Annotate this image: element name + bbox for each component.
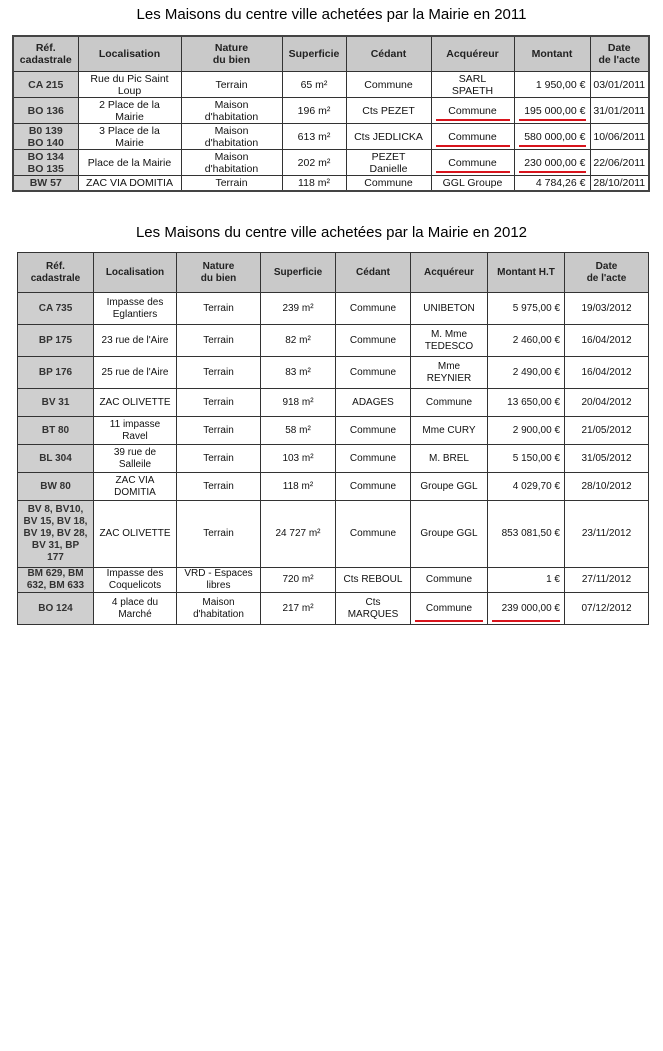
cell-superficie: 918 m² (261, 389, 336, 417)
cell-localisation: 25 rue de l'Aire (94, 357, 177, 389)
title-2011: Les Maisons du centre ville achetées par la Mairie en 2011 (136, 6, 527, 23)
table-row (13, 98, 649, 124)
cell-nature: Terrain (177, 445, 261, 473)
header-superficie: Superficie (282, 36, 346, 72)
cell-nature: Maison d'habitation (181, 150, 282, 176)
cell-montant: 239 000,00 € (488, 593, 565, 625)
header-nature: Nature du bien (177, 253, 261, 293)
cell-date: 19/03/2012 (565, 293, 649, 325)
cell-ref: B0 139 BO 140 (13, 124, 78, 150)
table-row (18, 293, 649, 325)
cell-cedant: Commune (336, 293, 411, 325)
cell-cedant: Commune (346, 72, 431, 98)
cell-localisation: ZAC VIA DOMITIA (94, 473, 177, 501)
table-2011 (12, 35, 650, 192)
table-row (18, 501, 649, 568)
cell-ref: CA 735 (18, 293, 94, 325)
cell-nature: Maison d'habitation (181, 124, 282, 150)
cell-montant: 1 950,00 € (514, 72, 590, 98)
cell-nature: Terrain (177, 357, 261, 389)
cell-acquereur: Commune (431, 124, 514, 150)
cell-superficie: 103 m² (261, 445, 336, 473)
cell-localisation: ZAC OLIVETTE (94, 389, 177, 417)
header-cedant: Cédant (336, 253, 411, 293)
cell-localisation: Place de la Mairie (78, 150, 181, 176)
cell-montant: 2 460,00 € (488, 325, 565, 357)
cell-montant: 2 490,00 € (488, 357, 565, 389)
cell-nature: Terrain (177, 389, 261, 417)
header-acquereur: Acquéreur (431, 36, 514, 72)
cell-localisation: Rue du Pic Saint Loup (78, 72, 181, 98)
cell-montant: 5 975,00 € (488, 293, 565, 325)
cell-date: 27/11/2012 (565, 568, 649, 593)
table-row (13, 150, 649, 176)
cell-superficie: 613 m² (282, 124, 346, 150)
cell-cedant: PEZET Danielle (346, 150, 431, 176)
cell-acquereur: Groupe GGL (411, 473, 488, 501)
cell-date: 07/12/2012 (565, 593, 649, 625)
cell-montant: 4 029,70 € (488, 473, 565, 501)
cell-ref: BO 136 (13, 98, 78, 124)
cell-acquereur: M. BREL (411, 445, 488, 473)
cell-date: 22/06/2011 (590, 150, 649, 176)
cell-montant: 853 081,50 € (488, 501, 565, 568)
cell-cedant: Commune (336, 357, 411, 389)
cell-nature: Maison d'habitation (177, 593, 261, 625)
header-ref: Réf. cadastrale (13, 36, 78, 72)
cell-localisation: 2 Place de la Mairie (78, 98, 181, 124)
header-ref: Réf. cadastrale (18, 253, 94, 293)
cell-cedant: Cts PEZET (346, 98, 431, 124)
table-row (18, 325, 649, 357)
cell-acquereur: Commune (411, 568, 488, 593)
cell-montant: 580 000,00 € (514, 124, 590, 150)
cell-montant: 230 000,00 € (514, 150, 590, 176)
cell-superficie: 118 m² (261, 473, 336, 501)
header-nature: Nature du bien (181, 36, 282, 72)
cell-superficie: 239 m² (261, 293, 336, 325)
cell-nature: Terrain (177, 325, 261, 357)
table-header-row (18, 253, 649, 293)
table-row (13, 176, 649, 192)
cell-superficie: 83 m² (261, 357, 336, 389)
cell-montant: 4 784,26 € (514, 176, 590, 192)
cell-cedant: Cts MARQUES (336, 593, 411, 625)
cell-nature: VRD - Espaces libres (177, 568, 261, 593)
cell-montant: 1 € (488, 568, 565, 593)
cell-cedant: Commune (336, 501, 411, 568)
cell-localisation: 23 rue de l'Aire (94, 325, 177, 357)
table-row (18, 593, 649, 625)
cell-localisation: ZAC OLIVETTE (94, 501, 177, 568)
table-row (18, 389, 649, 417)
cell-nature: Terrain (177, 473, 261, 501)
cell-acquereur: GGL Groupe (431, 176, 514, 192)
cell-date: 28/10/2011 (590, 176, 649, 192)
cell-localisation: Impasse des Eglantiers (94, 293, 177, 325)
cell-nature: Maison d'habitation (181, 98, 282, 124)
cell-superficie: 58 m² (261, 417, 336, 445)
cell-ref: BL 304 (18, 445, 94, 473)
header-acquereur: Acquéreur (411, 253, 488, 293)
cell-cedant: Commune (336, 473, 411, 501)
cell-nature: Terrain (177, 417, 261, 445)
header-superficie: Superficie (261, 253, 336, 293)
table-row (18, 417, 649, 445)
header-cedant: Cédant (346, 36, 431, 72)
cell-date: 20/04/2012 (565, 389, 649, 417)
cell-acquereur: UNIBETON (411, 293, 488, 325)
cell-cedant: ADAGES (336, 389, 411, 417)
cell-superficie: 118 m² (282, 176, 346, 192)
table-row (18, 473, 649, 501)
cell-acquereur: Mme CURY (411, 417, 488, 445)
title-2012: Les Maisons du centre ville achetées par la Mairie en 2012 (135, 224, 528, 241)
table-row (13, 124, 649, 150)
cell-ref: BO 124 (18, 593, 94, 625)
header-montant: Montant (514, 36, 590, 72)
cell-superficie: 196 m² (282, 98, 346, 124)
cell-acquereur: M. Mme TEDESCO (411, 325, 488, 357)
table-row (18, 445, 649, 473)
cell-ref: BV 8, BV10, BV 15, BV 18, BV 19, BV 28, BV 31, BP 177 (18, 501, 94, 568)
cell-cedant: Commune (336, 325, 411, 357)
cell-ref: BO 134 BO 135 (13, 150, 78, 176)
cell-acquereur: Commune (411, 593, 488, 625)
cell-ref: BP 175 (18, 325, 94, 357)
cell-nature: Terrain (177, 501, 261, 568)
cell-localisation: 11 impasse Ravel (94, 417, 177, 445)
cell-date: 23/11/2012 (565, 501, 649, 568)
cell-localisation: 3 Place de la Mairie (78, 124, 181, 150)
cell-cedant: Commune (346, 176, 431, 192)
cell-acquereur: Groupe GGL (411, 501, 488, 568)
cell-date: 21/05/2012 (565, 417, 649, 445)
cell-acquereur: Commune (411, 389, 488, 417)
header-date: Date de l'acte (590, 36, 649, 72)
cell-superficie: 202 m² (282, 150, 346, 176)
cell-ref: BT 80 (18, 417, 94, 445)
cell-cedant: Commune (336, 445, 411, 473)
table-row (18, 357, 649, 389)
cell-acquereur: Mme REYNIER (411, 357, 488, 389)
cell-montant: 5 150,00 € (488, 445, 565, 473)
cell-superficie: 217 m² (261, 593, 336, 625)
cell-localisation: Impasse des Coquelicots (94, 568, 177, 593)
cell-date: 16/04/2012 (565, 325, 649, 357)
cell-nature: Terrain (177, 293, 261, 325)
cell-date: 31/05/2012 (565, 445, 649, 473)
cell-nature: Terrain (181, 176, 282, 192)
cell-montant: 195 000,00 € (514, 98, 590, 124)
cell-date: 10/06/2011 (590, 124, 649, 150)
cell-date: 28/10/2012 (565, 473, 649, 501)
cell-date: 03/01/2011 (590, 72, 649, 98)
cell-superficie: 65 m² (282, 72, 346, 98)
cell-superficie: 82 m² (261, 325, 336, 357)
cell-cedant: Cts JEDLICKA (346, 124, 431, 150)
header-localisation: Localisation (78, 36, 181, 72)
cell-montant: 13 650,00 € (488, 389, 565, 417)
cell-ref: BM 629, BM 632, BM 633 (18, 568, 94, 593)
cell-cedant: Commune (336, 417, 411, 445)
cell-superficie: 24 727 m² (261, 501, 336, 568)
cell-acquereur: Commune (431, 150, 514, 176)
cell-superficie: 720 m² (261, 568, 336, 593)
cell-localisation: ZAC VIA DOMITIA (78, 176, 181, 192)
cell-date: 16/04/2012 (565, 357, 649, 389)
cell-cedant: Cts REBOUL (336, 568, 411, 593)
header-montant: Montant H.T (488, 253, 565, 293)
table-2012 (17, 252, 649, 625)
table-header-row (13, 36, 649, 72)
cell-ref: BW 80 (18, 473, 94, 501)
cell-nature: Terrain (181, 72, 282, 98)
cell-montant: 2 900,00 € (488, 417, 565, 445)
cell-date: 31/01/2011 (590, 98, 649, 124)
cell-localisation: 39 rue de Salleile (94, 445, 177, 473)
cell-ref: BP 176 (18, 357, 94, 389)
cell-acquereur: SARL SPAETH (431, 72, 514, 98)
cell-ref: BV 31 (18, 389, 94, 417)
header-date: Date de l'acte (565, 253, 649, 293)
table-row (18, 568, 649, 593)
header-localisation: Localisation (94, 253, 177, 293)
cell-acquereur: Commune (431, 98, 514, 124)
table-row (13, 72, 649, 98)
cell-localisation: 4 place du Marché (94, 593, 177, 625)
cell-ref: BW 57 (13, 176, 78, 192)
cell-ref: CA 215 (13, 72, 78, 98)
